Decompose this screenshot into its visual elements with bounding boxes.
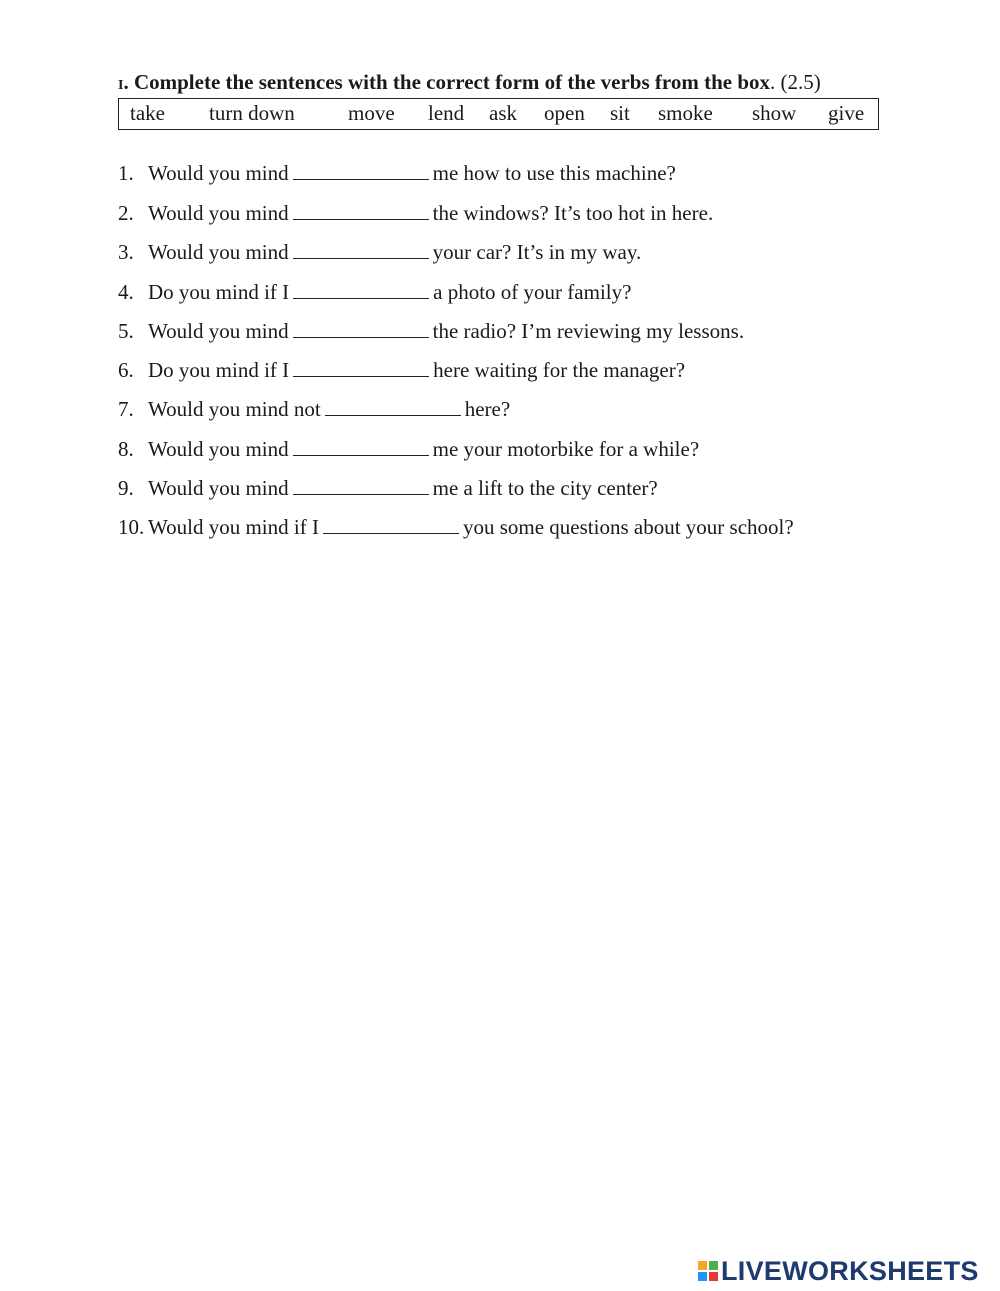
question-row: [118, 161, 676, 186]
answer-blank[interactable]: [293, 358, 429, 377]
question-stem: Would you mind if I: [148, 515, 319, 539]
logo-wordmark: LIVEWORKSHEETS: [721, 1255, 979, 1286]
word-box-item: give: [828, 101, 865, 125]
question-ending: here waiting for the manager?: [433, 358, 686, 382]
question-stem: Would you mind: [148, 319, 289, 343]
question-row: [118, 515, 794, 540]
answer-blank[interactable]: [293, 437, 429, 456]
word-box: [118, 98, 879, 130]
question-ending: you some questions about your school?: [462, 515, 794, 539]
question-ending: a photo of your family?: [433, 280, 632, 304]
question-ending: me a lift to the city center?: [432, 476, 658, 500]
logo-block: [709, 1272, 718, 1281]
question-stem: Would you mind: [148, 201, 289, 225]
question-number: 6.: [118, 358, 134, 382]
question-number: 7.: [118, 397, 134, 421]
question-row: [118, 358, 685, 383]
question-row: [118, 397, 510, 422]
question-ending: me your motorbike for a while?: [432, 437, 700, 461]
exercise-title: [118, 70, 821, 95]
answer-blank[interactable]: [325, 397, 461, 416]
question-row: [118, 319, 744, 344]
answer-blank[interactable]: [293, 476, 429, 495]
word-box-item: lend: [428, 101, 465, 125]
word-box-item: smoke: [658, 101, 713, 125]
logo-block: [709, 1261, 718, 1270]
question-stem: Would you mind: [148, 476, 289, 500]
question-ending: the radio? I’m reviewing my lessons.: [432, 319, 745, 343]
word-box-item: sit: [610, 101, 630, 125]
question-number: 9.: [118, 476, 134, 500]
word-box-item: ask: [489, 101, 517, 125]
logo-blocks-icon: [698, 1261, 718, 1281]
question-row: [118, 240, 641, 265]
word-box-item: move: [348, 101, 395, 125]
question-number: 5.: [118, 319, 134, 343]
question-number: 4.: [118, 280, 134, 304]
question-ending: your car? It’s in my way.: [432, 240, 642, 264]
question-number: 1.: [118, 161, 134, 185]
question-number: 3.: [118, 240, 134, 264]
question-row: [118, 437, 699, 462]
question-number: 2.: [118, 201, 134, 225]
question-stem: Would you mind not: [148, 397, 321, 421]
word-box-item: open: [544, 101, 585, 125]
question-stem: Would you mind: [148, 161, 289, 185]
question-ending: the windows? It’s too hot in here.: [432, 201, 714, 225]
word-box-item: turn down: [209, 101, 295, 125]
question-stem: Would you mind: [148, 240, 289, 264]
score-text: . (2.5): [770, 70, 821, 94]
word-box-item: show: [752, 101, 797, 125]
answer-blank[interactable]: [293, 240, 429, 259]
logo-block: [698, 1272, 707, 1281]
question-ending: me how to use this machine?: [432, 161, 676, 185]
answer-blank[interactable]: [323, 515, 459, 534]
liveworksheets-logo: [698, 1256, 979, 1286]
question-stem: Would you mind: [148, 437, 289, 461]
answer-blank[interactable]: [293, 319, 429, 338]
question-row: [118, 201, 713, 226]
question-number: 10.: [118, 515, 145, 539]
word-box-item: take: [130, 101, 165, 125]
question-stem: Do you mind if I: [148, 280, 290, 304]
answer-blank[interactable]: [293, 280, 429, 299]
question-ending: here?: [464, 397, 511, 421]
question-row: [118, 280, 631, 305]
instruction-text: . Complete the sentences with the correct form of the verbs from the box: [123, 70, 771, 94]
logo-block: [698, 1261, 707, 1270]
question-stem: Do you mind if I: [148, 358, 290, 382]
question-row: [118, 476, 658, 501]
section-numeral: I: [118, 78, 124, 93]
question-number: 8.: [118, 437, 134, 461]
answer-blank[interactable]: [293, 161, 429, 180]
answer-blank[interactable]: [293, 201, 429, 220]
